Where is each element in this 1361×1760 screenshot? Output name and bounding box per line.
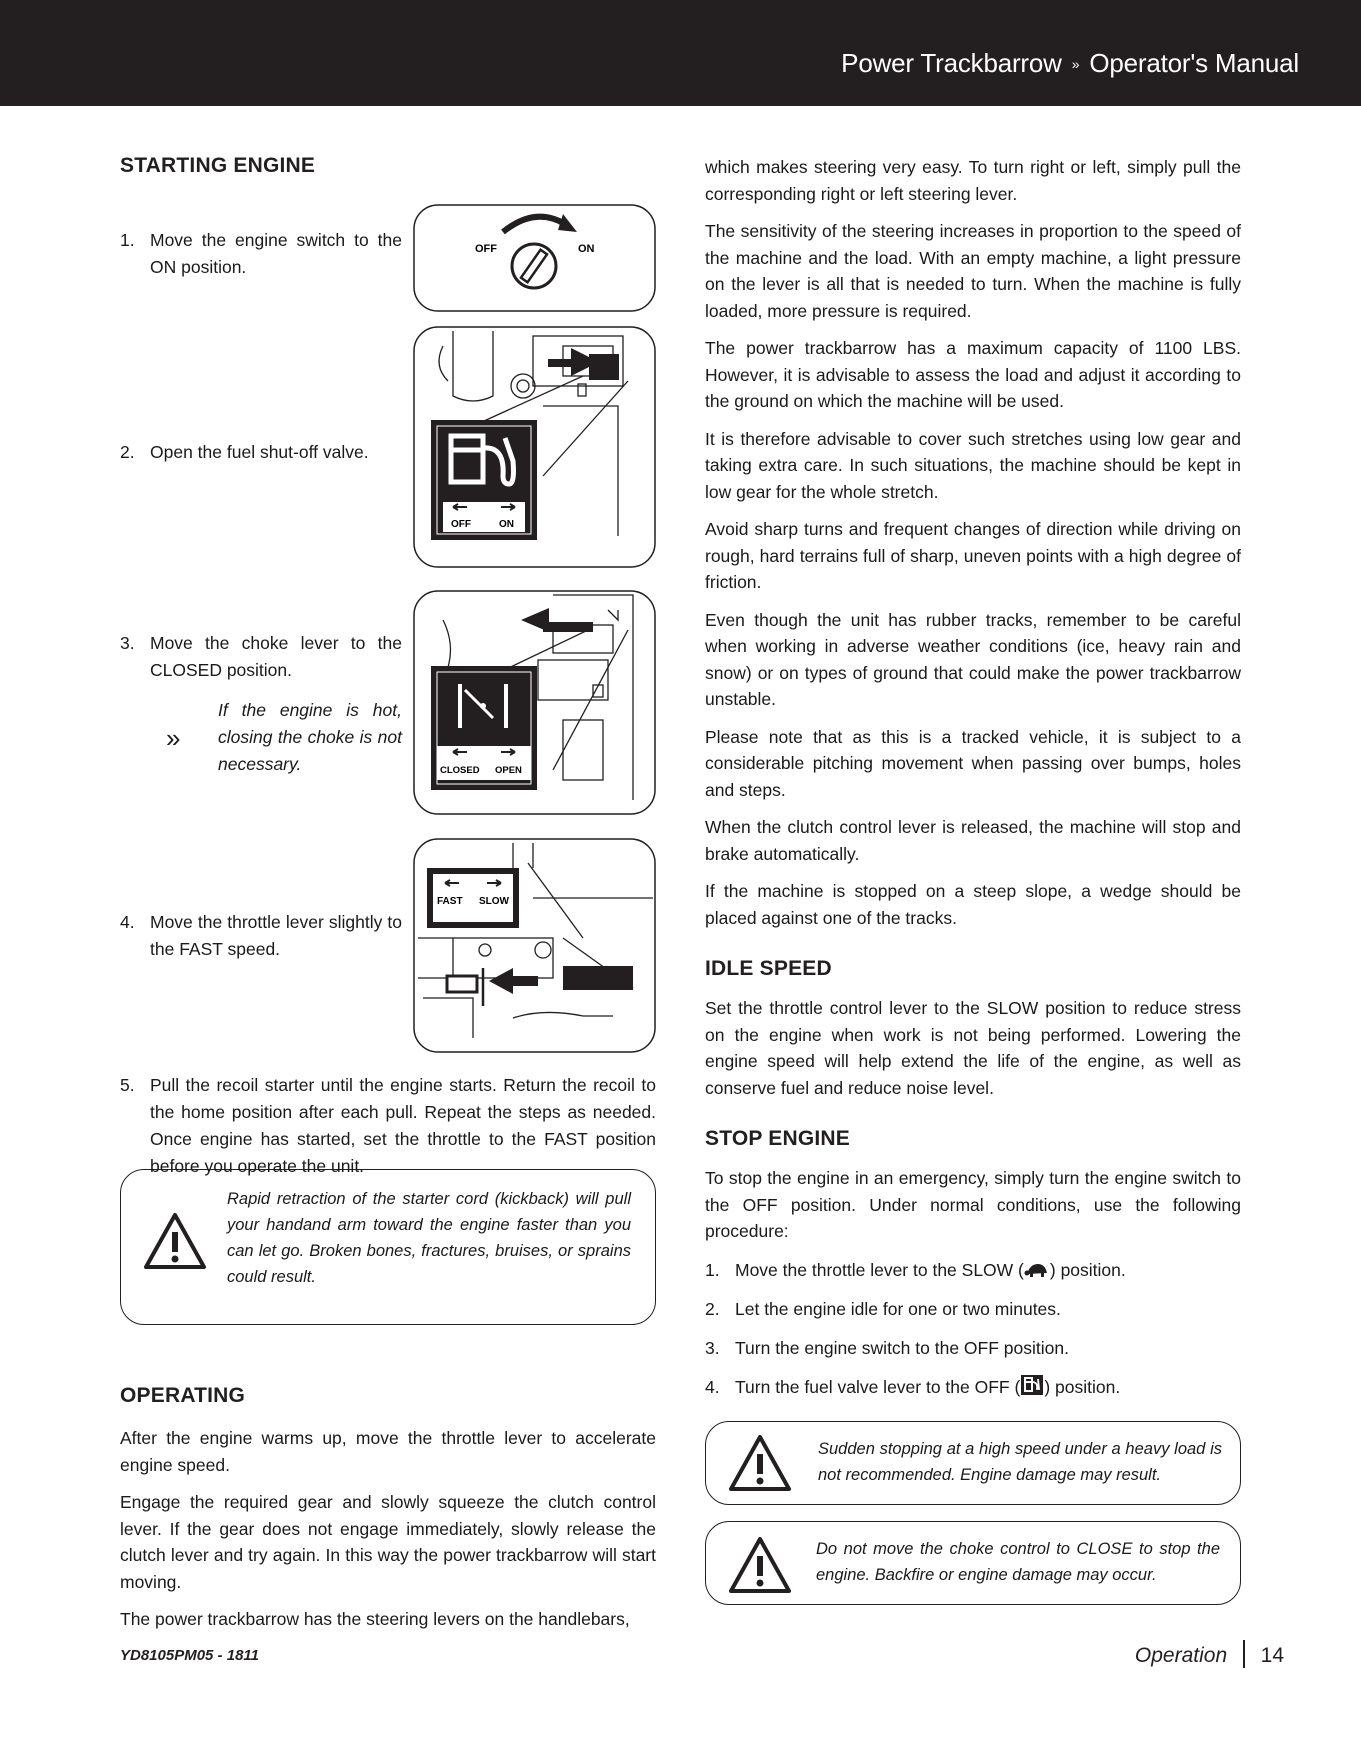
step-5 (120, 1072, 656, 1180)
step-text: Move the engine switch to the ON position. (150, 230, 402, 277)
stop-step-pre: Turn the fuel valve lever to the OFF ( (735, 1376, 1021, 1397)
low-gear-para: It is therefore advisable to cover such stretches using low gear and taking extra care. In such situations, the machine should be kept in low gear for the whole stretch. (705, 428, 1241, 502)
operating-para-3: The power trackbarrow has the steering levers on the handlebars, (120, 1609, 630, 1629)
kickback-warning-text: Rapid retraction of the starter cord (kickback) will pull your handand arm toward the engine faster than you can let go. Broken bones, fractures, bruises, or sprains could result. (227, 1190, 631, 1286)
fuel-off-label: OFF (451, 519, 471, 530)
engine-switch-illustration (413, 204, 656, 312)
idle-speed-para: Set the throttle control lever to the SLOW position to reduce stress on the engine when work is not being performed. Lowering the engine speed will help extend the life of the engine, as well as conserve fuel and reduce noise level. (705, 998, 1241, 1098)
step-text: Move the throttle lever slightly to the FAST speed. (150, 912, 402, 959)
starting-engine-heading: STARTING ENGINE (120, 154, 316, 177)
document-code: YD8105PM05 - 1811 (120, 1647, 259, 1664)
operating-para-1: After the engine warms up, move the throttle lever to accelerate engine speed. (120, 1428, 656, 1475)
choke-warning-box (705, 1521, 1241, 1605)
step-4 (120, 909, 402, 963)
weather-para: Even though the unit has rubber tracks, remember to be careful when working in adverse weather conditions (ice, heavy rain and snow) or on types of ground that could make the power trackbarrow unstable. (705, 609, 1241, 709)
steering-para: which makes steering very easy. To turn right or left, simply pull the corresponding right or left steering lever. (705, 157, 1241, 204)
clutch-release-para: When the clutch control lever is released, the machine will stop and brake automatically. (705, 817, 1241, 864)
step-3 (120, 630, 402, 684)
stop-engine-para: To stop the engine in an emergency, simply turn the engine switch to the OFF position. Under normal conditions, use the following procedure: (705, 1168, 1241, 1241)
choke-warning-text: Do not move the choke control to CLOSE to stop the engine. Backfire or engine damage may occur. (816, 1539, 1220, 1584)
engine-switch-figure (413, 204, 656, 312)
header-product: Power Trackbarrow (841, 48, 1062, 78)
stop-step-text: Let the engine idle for one or two minutes. (735, 1298, 1061, 1319)
stop-step-pre: Move the throttle lever to the SLOW ( (735, 1259, 1024, 1280)
switch-off-label: OFF (475, 243, 497, 255)
hot-engine-note-text: If the engine is hot, closing the choke is not necessary. (218, 700, 402, 774)
choke-open-label: OPEN (495, 765, 522, 776)
kickback-warning-box (120, 1169, 656, 1325)
fuel-pump-icon (1020, 1374, 1044, 1396)
idle-speed-heading: IDLE SPEED (705, 957, 832, 980)
operating-para-2: Engage the required gear and slowly squeeze the clutch control lever. If the gear does not engage immediately, slowly release the clutch lever and try again. In this way the power trackbarrow will start moving. (120, 1492, 656, 1592)
pitching-para: Please note that as this is a tracked vehicle, it is subject to a considerable pitching movement when passing over bumps, holes and steps. (705, 726, 1241, 800)
stop-engine-heading: STOP ENGINE (705, 1127, 850, 1150)
note-chevron-icon: » (166, 723, 181, 753)
stop-step-4 (705, 1374, 1241, 1401)
step-number: 3. (120, 633, 135, 653)
throttle-slow-label: SLOW (479, 896, 509, 907)
choke-closed-label: CLOSED (440, 765, 480, 776)
page-header (0, 0, 1361, 106)
sudden-stop-warning-text: Sudden stopping at a high speed under a heavy load is not recommended. Engine damage may result. (818, 1439, 1222, 1484)
stop-step-3 (705, 1335, 1241, 1362)
throttle-illustration (413, 838, 656, 1053)
page-footer (1135, 1640, 1284, 1668)
stop-step-text (705, 1374, 1241, 1401)
choke-illustration (413, 590, 656, 815)
stop-step-2 (705, 1296, 1241, 1323)
fuel-on-label: ON (499, 519, 514, 530)
header-doc: Operator's Manual (1089, 48, 1299, 78)
step-number: 4. (120, 912, 135, 932)
stop-step-text: Turn the engine switch to the OFF position. (735, 1337, 1069, 1358)
page-number: 14 (1260, 1644, 1284, 1667)
sudden-stop-warning-box (705, 1421, 1241, 1505)
step-number: 1. (120, 230, 135, 250)
right-column (705, 154, 1241, 1605)
header-separator: » (1071, 56, 1080, 72)
stop-step-1 (705, 1257, 1241, 1284)
sensitivity-para: The sensitivity of the steering increases in proportion to the speed of the machine and the load. With an empty machine, a light pressure on the lever is all that is needed to turn. When the machine is fully loaded, more pressure is required. (705, 221, 1241, 321)
operating-heading: OPERATING (120, 1384, 246, 1407)
stop-step-number: 3. (705, 1337, 720, 1358)
choke-figure (413, 590, 656, 815)
operating-section (120, 1384, 656, 1644)
stop-step-post: ) position. (1049, 1259, 1126, 1280)
throttle-fast-label: FAST (437, 896, 463, 907)
warning-triangle-icon (728, 1434, 792, 1492)
footer-section: Operation (1134, 1644, 1228, 1667)
stop-step-number: 2. (705, 1298, 720, 1319)
step-text: Move the choke lever to the CLOSED position. (150, 633, 402, 680)
footer-divider (1243, 1640, 1245, 1668)
stop-step-post: ) position. (1044, 1376, 1121, 1397)
hot-engine-note (166, 697, 402, 778)
step-number: 5. (120, 1075, 135, 1095)
fuel-valve-illustration (413, 326, 656, 568)
warning-triangle-icon (728, 1536, 792, 1594)
sharp-turns-para: Avoid sharp turns and frequent changes of direction while driving on rough, hard terrains full of sharp, uneven points with a high degree of friction. (705, 519, 1241, 592)
slope-para: If the machine is stopped on a steep slope, a wedge should be placed against one of the tracks. (705, 881, 1241, 928)
step-number: 2. (120, 442, 135, 462)
stop-step-number: 4. (705, 1376, 720, 1397)
capacity-para: The power trackbarrow has a maximum capacity of 1100 LBS. However, it is advisable to assess the load and adjust it according to the ground on which the machine will be used. (705, 338, 1241, 411)
left-column (120, 154, 656, 1629)
switch-on-label: ON (578, 243, 595, 255)
warning-triangle-icon (143, 1212, 207, 1270)
starting-steps (120, 178, 656, 1176)
step-text: Open the fuel shut-off valve. (150, 442, 369, 462)
turtle-icon (1024, 1261, 1050, 1279)
fuel-valve-figure (413, 326, 656, 568)
header-title (841, 48, 1299, 79)
step-1 (120, 227, 402, 281)
stop-step-text (705, 1257, 1241, 1284)
step-text: Pull the recoil starter until the engine starts. Return the recoil to the home position after each pull. Repeat the steps as needed. Once engine has started, set the throttle to the FAST position before you operate the unit. (150, 1075, 656, 1176)
throttle-figure (413, 838, 656, 1053)
step-2 (120, 439, 402, 466)
stop-step-number: 1. (705, 1259, 720, 1280)
